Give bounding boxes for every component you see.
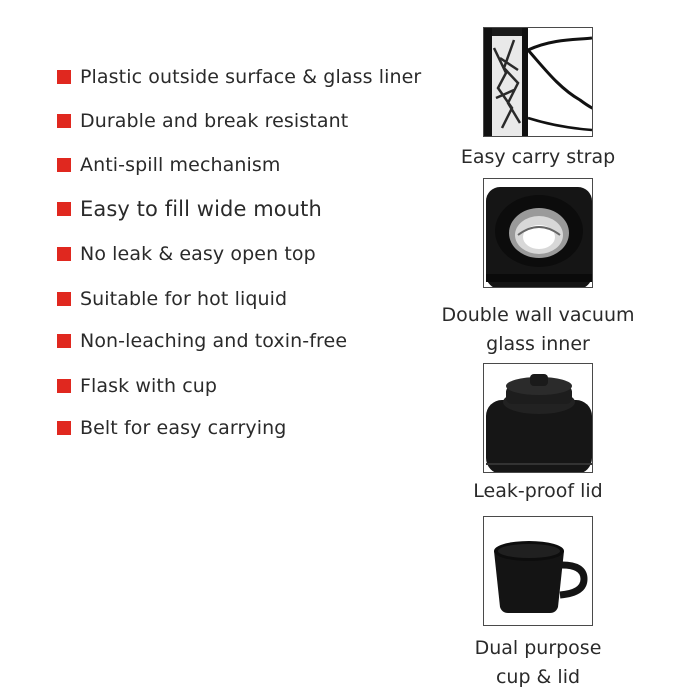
bullet-square-icon [57,421,71,435]
bullet-square-icon [57,114,71,128]
feature-item [57,106,348,136]
feature-item [57,326,347,356]
feature-label: Suitable for hot liquid [80,288,288,310]
caption-line: Easy carry strap [460,146,616,168]
caption-line: cup & lid [495,666,581,688]
strap-illustration [484,28,593,137]
caption-line: Double wall vacuum [441,304,635,326]
feature-item [57,413,286,443]
caption-line: glass inner [486,333,590,355]
lid-illustration [484,364,593,473]
feature-item [57,194,322,224]
thumbnail-caption [430,143,646,172]
feature-item [57,284,287,314]
feature-label: No leak & easy open top [80,243,316,265]
feature-label: Durable and break resistant [80,110,349,132]
bullet-square-icon [57,292,71,306]
feature-item [57,150,281,180]
lid-image [483,363,593,473]
feature-label: Belt for easy carrying [80,417,287,439]
thumbnail-caption [430,477,646,506]
bullet-square-icon [57,158,71,172]
glass-inner-illustration [484,179,593,288]
bullet-square-icon [57,70,71,84]
bullet-square-icon [57,334,71,348]
bullet-square-icon [57,202,71,216]
feature-label: Plastic outside surface & glass liner [80,66,422,88]
feature-label: Flask with cup [80,375,218,397]
feature-label: Easy to fill wide mouth [80,197,322,221]
caption-line: Dual purpose [474,637,602,659]
feature-label: Anti-spill mechanism [80,154,281,176]
bullet-square-icon [57,247,71,261]
strap-image [483,27,593,137]
cup-illustration [484,517,593,626]
feature-item [57,371,217,401]
feature-label: Non-leaching and toxin-free [80,330,348,352]
feature-item [57,239,316,269]
thumbnail-caption [430,301,646,359]
cup-image [483,516,593,626]
bullet-square-icon [57,379,71,393]
caption-line: Leak-proof lid [473,480,603,502]
thumbnail-caption [430,634,646,692]
glass-inner-image [483,178,593,288]
feature-item [57,62,421,92]
